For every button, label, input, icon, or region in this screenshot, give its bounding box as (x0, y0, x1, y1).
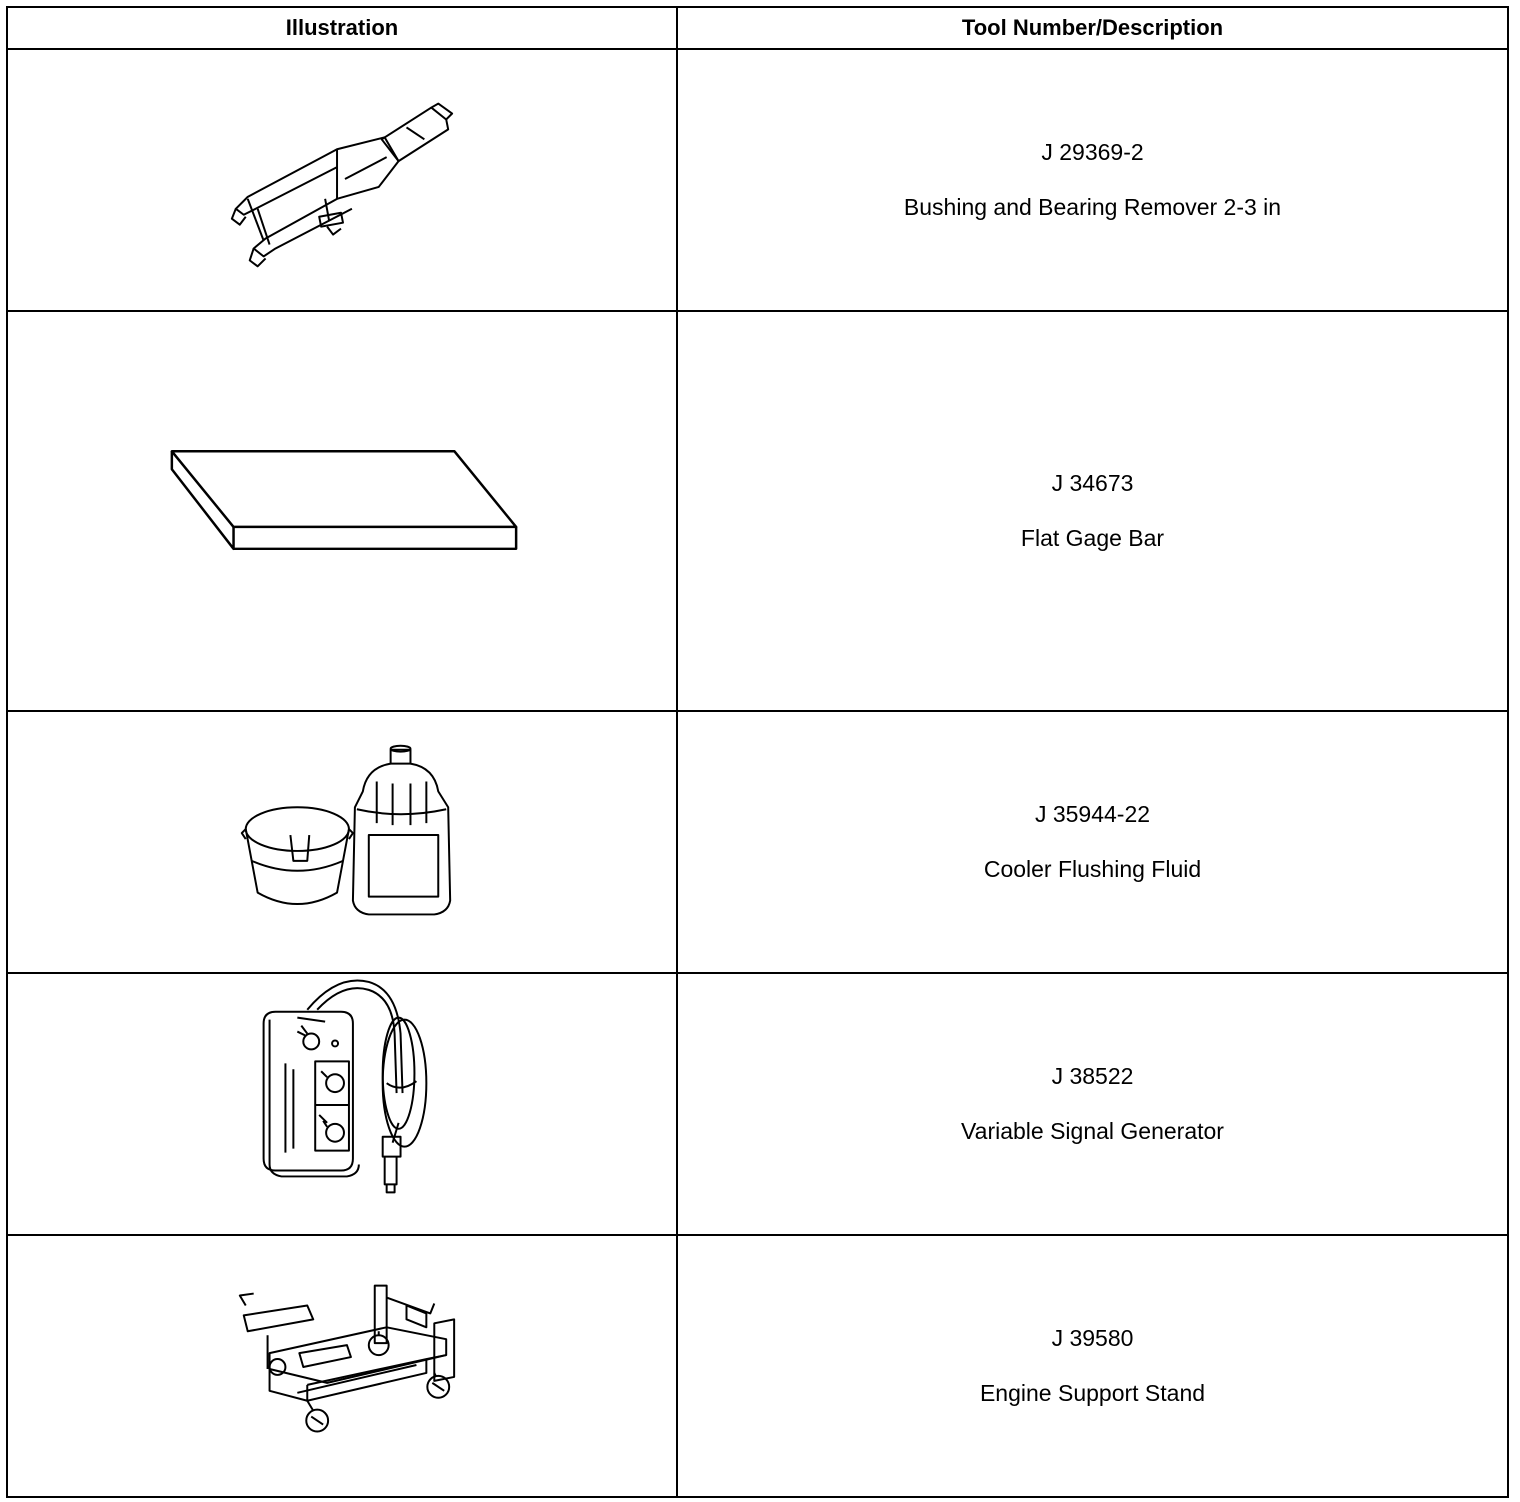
engine-support-stand-icon (8, 1236, 676, 1496)
description-cell (677, 711, 1508, 973)
variable-signal-generator-icon (8, 974, 676, 1234)
table-row (7, 49, 1508, 311)
tool-number: J 38522 (1051, 1063, 1134, 1089)
bushing-bearing-remover-icon (8, 50, 676, 310)
header-illustration: Illustration (7, 7, 677, 49)
description-cell (677, 973, 1508, 1235)
illustration-cell (7, 711, 677, 973)
flat-gage-bar-icon (8, 312, 676, 710)
table-header-row (7, 7, 1508, 49)
illustration-cell (7, 1235, 677, 1497)
tool-number: J 34673 (1051, 470, 1134, 496)
illustration-cell (7, 973, 677, 1235)
table-row (7, 1235, 1508, 1497)
header-tool-description: Tool Number/Description (677, 7, 1508, 49)
table-row (7, 711, 1508, 973)
tool-description: Bushing and Bearing Remover 2-3 in (903, 194, 1282, 220)
description-cell (677, 1235, 1508, 1497)
description-cell (677, 311, 1508, 711)
tool-table (6, 6, 1509, 1498)
description-cell (677, 49, 1508, 311)
tool-description: Engine Support Stand (979, 1380, 1206, 1406)
tool-description: Variable Signal Generator (961, 1118, 1224, 1144)
tool-description: Flat Gage Bar (1020, 525, 1165, 551)
illustration-cell (7, 311, 677, 711)
cooler-flushing-fluid-icon (8, 712, 676, 972)
tool-number: J 29369-2 (1041, 139, 1144, 165)
tool-number: J 35944-22 (1034, 801, 1151, 827)
table-row (7, 973, 1508, 1235)
table-row (7, 311, 1508, 711)
tool-description: Cooler Flushing Fluid (983, 856, 1202, 882)
illustration-cell (7, 49, 677, 311)
tool-number: J 39580 (1051, 1325, 1134, 1351)
